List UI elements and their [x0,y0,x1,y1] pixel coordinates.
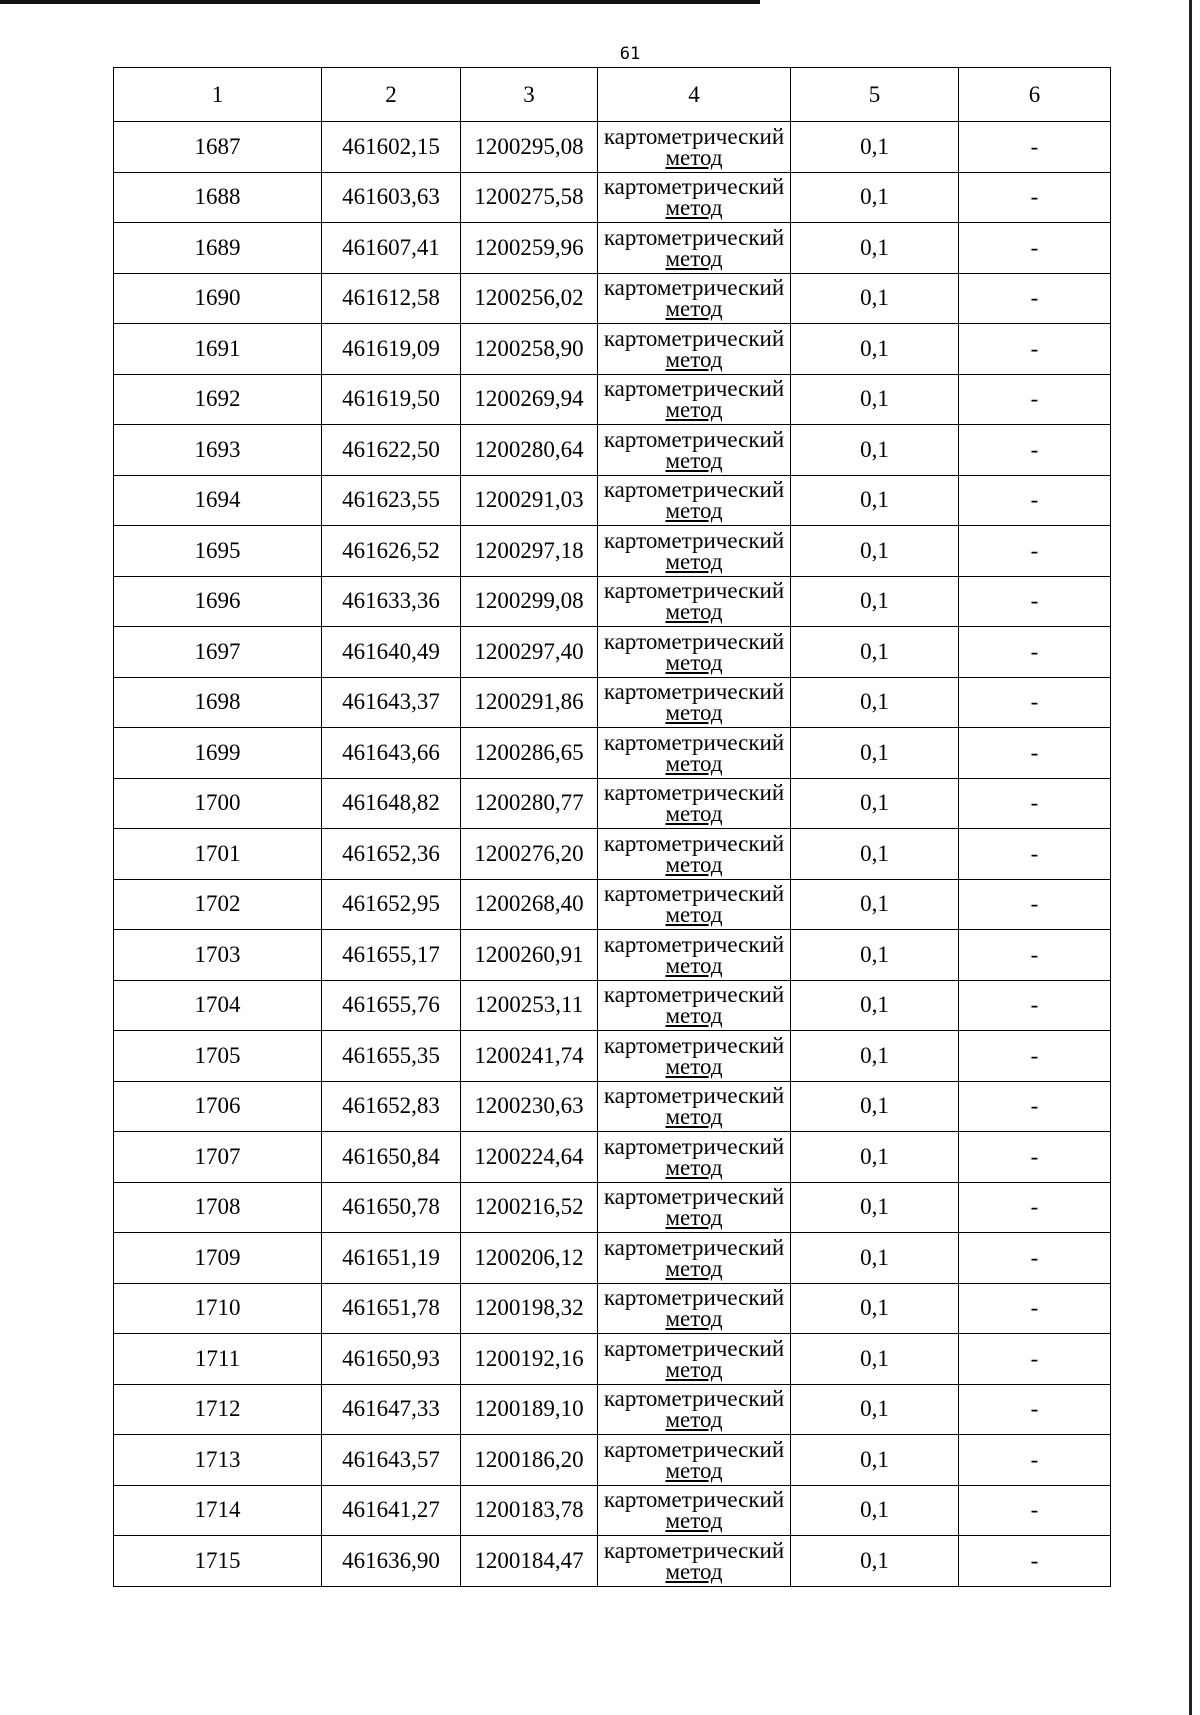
accuracy-cell: 0,1 [791,1283,959,1334]
accuracy-cell: 0,1 [791,1182,959,1233]
method-line-1: картометрический [603,729,785,755]
y-coordinate-cell: 1200291,86 [461,677,598,728]
method-line-2: метод [665,1053,723,1079]
accuracy-cell: 0,1 [791,930,959,981]
method-line-1: картометрический [603,982,785,1008]
method-line-1: картометрический [603,1032,785,1058]
column-header: 6 [959,68,1111,122]
point-number-cell: 1694 [114,475,322,526]
method-line-2: метод [665,1356,723,1382]
accuracy-cell: 0,1 [791,526,959,577]
point-number-cell: 1693 [114,425,322,476]
point-number-cell: 1712 [114,1384,322,1435]
x-coordinate-cell: 461650,93 [322,1334,461,1385]
method-cell [598,1334,791,1385]
table-row [114,576,1111,627]
note-cell: - [959,475,1111,526]
point-number-cell: 1703 [114,930,322,981]
method-line-1: картометрический [603,477,785,503]
method-cell [598,1182,791,1233]
point-number-cell: 1715 [114,1536,322,1587]
note-cell: - [959,374,1111,425]
accuracy-cell: 0,1 [791,324,959,375]
y-coordinate-cell: 1200276,20 [461,829,598,880]
table-row [114,324,1111,375]
table-row [114,1233,1111,1284]
point-number-cell: 1707 [114,1132,322,1183]
table-row [114,172,1111,223]
y-coordinate-cell: 1200256,02 [461,273,598,324]
method-line-2: метод [665,548,723,574]
point-number-cell: 1692 [114,374,322,425]
note-cell: - [959,223,1111,274]
note-cell: - [959,1334,1111,1385]
note-cell: - [959,324,1111,375]
method-line-2: метод [665,649,723,675]
table-row [114,1283,1111,1334]
accuracy-cell: 0,1 [791,677,959,728]
coordinates-table [113,67,1111,1587]
x-coordinate-cell: 461643,66 [322,728,461,779]
method-line-1: картометрический [603,376,785,402]
column-header: 1 [114,68,322,122]
accuracy-cell: 0,1 [791,1334,959,1385]
accuracy-cell: 0,1 [791,425,959,476]
point-number-cell: 1706 [114,1081,322,1132]
y-coordinate-cell: 1200189,10 [461,1384,598,1435]
top-border-rule [0,0,760,4]
method-line-2: метод [665,245,723,271]
y-coordinate-cell: 1200183,78 [461,1485,598,1536]
table-header-row [114,68,1111,122]
y-coordinate-cell: 1200269,94 [461,374,598,425]
point-number-cell: 1698 [114,677,322,728]
note-cell: - [959,576,1111,627]
x-coordinate-cell: 461647,33 [322,1384,461,1435]
method-line-2: метод [665,1205,723,1231]
note-cell: - [959,1081,1111,1132]
x-coordinate-cell: 461602,15 [322,122,461,173]
method-line-2: метод [665,397,723,423]
note-cell: - [959,1384,1111,1435]
accuracy-cell: 0,1 [791,829,959,880]
note-cell: - [959,1435,1111,1486]
table-row [114,778,1111,829]
method-line-1: картометрический [603,123,785,149]
method-cell [598,829,791,880]
method-line-2: метод [665,498,723,524]
point-number-cell: 1696 [114,576,322,627]
table-row [114,930,1111,981]
method-cell [598,879,791,930]
x-coordinate-cell: 461640,49 [322,627,461,678]
method-line-1: картометрический [603,1436,785,1462]
method-line-2: метод [665,700,723,726]
x-coordinate-cell: 461652,36 [322,829,461,880]
x-coordinate-cell: 461655,76 [322,980,461,1031]
y-coordinate-cell: 1200184,47 [461,1536,598,1587]
method-line-1: картометрический [603,679,785,705]
y-coordinate-cell: 1200260,91 [461,930,598,981]
y-coordinate-cell: 1200198,32 [461,1283,598,1334]
accuracy-cell: 0,1 [791,273,959,324]
method-line-1: картометрический [603,931,785,957]
point-number-cell: 1697 [114,627,322,678]
note-cell: - [959,778,1111,829]
accuracy-cell: 0,1 [791,879,959,930]
method-line-2: метод [665,447,723,473]
method-cell [598,1384,791,1435]
column-header: 5 [791,68,959,122]
x-coordinate-cell: 461650,78 [322,1182,461,1233]
method-line-1: картометрический [603,1487,785,1513]
x-coordinate-cell: 461619,50 [322,374,461,425]
method-line-2: метод [665,346,723,372]
x-coordinate-cell: 461623,55 [322,475,461,526]
note-cell: - [959,1182,1111,1233]
column-header: 4 [598,68,791,122]
x-coordinate-cell: 461619,09 [322,324,461,375]
accuracy-cell: 0,1 [791,980,959,1031]
method-cell [598,930,791,981]
method-line-1: картометрический [603,1234,785,1260]
note-cell: - [959,526,1111,577]
method-line-2: метод [665,1255,723,1281]
table-row [114,1536,1111,1587]
x-coordinate-cell: 461641,27 [322,1485,461,1536]
y-coordinate-cell: 1200216,52 [461,1182,598,1233]
method-cell [598,122,791,173]
table-row [114,1031,1111,1082]
table-row [114,526,1111,577]
y-coordinate-cell: 1200275,58 [461,172,598,223]
method-cell [598,425,791,476]
method-cell [598,1283,791,1334]
y-coordinate-cell: 1200291,03 [461,475,598,526]
method-cell [598,576,791,627]
x-coordinate-cell: 461636,90 [322,1536,461,1587]
table-row [114,728,1111,779]
method-line-2: метод [665,1154,723,1180]
method-cell [598,1081,791,1132]
accuracy-cell: 0,1 [791,576,959,627]
x-coordinate-cell: 461622,50 [322,425,461,476]
method-line-1: картометрический [603,224,785,250]
method-cell [598,374,791,425]
y-coordinate-cell: 1200299,08 [461,576,598,627]
note-cell: - [959,1031,1111,1082]
note-cell: - [959,172,1111,223]
accuracy-cell: 0,1 [791,1536,959,1587]
x-coordinate-cell: 461626,52 [322,526,461,577]
x-coordinate-cell: 461648,82 [322,778,461,829]
table-row [114,627,1111,678]
table-row [114,122,1111,173]
accuracy-cell: 0,1 [791,778,959,829]
method-line-1: картометрический [603,1285,785,1311]
table-row [114,677,1111,728]
note-cell: - [959,425,1111,476]
method-line-2: метод [665,1558,723,1584]
y-coordinate-cell: 1200280,77 [461,778,598,829]
point-number-cell: 1714 [114,1485,322,1536]
point-number-cell: 1688 [114,172,322,223]
point-number-cell: 1695 [114,526,322,577]
method-line-1: картометрический [603,1133,785,1159]
method-cell [598,475,791,526]
point-number-cell: 1689 [114,223,322,274]
x-coordinate-cell: 461607,41 [322,223,461,274]
point-number-cell: 1699 [114,728,322,779]
note-cell: - [959,930,1111,981]
y-coordinate-cell: 1200297,40 [461,627,598,678]
method-line-2: метод [665,952,723,978]
method-line-2: метод [665,296,723,322]
method-line-1: картометрический [603,527,785,553]
accuracy-cell: 0,1 [791,1132,959,1183]
y-coordinate-cell: 1200268,40 [461,879,598,930]
method-line-1: картометрический [603,426,785,452]
accuracy-cell: 0,1 [791,223,959,274]
y-coordinate-cell: 1200224,64 [461,1132,598,1183]
point-number-cell: 1702 [114,879,322,930]
note-cell: - [959,879,1111,930]
accuracy-cell: 0,1 [791,1485,959,1536]
accuracy-cell: 0,1 [791,728,959,779]
accuracy-cell: 0,1 [791,1081,959,1132]
method-line-2: метод [665,801,723,827]
note-cell: - [959,1283,1111,1334]
point-number-cell: 1690 [114,273,322,324]
point-number-cell: 1704 [114,980,322,1031]
note-cell: - [959,1485,1111,1536]
table-row [114,1081,1111,1132]
y-coordinate-cell: 1200258,90 [461,324,598,375]
accuracy-cell: 0,1 [791,1435,959,1486]
method-line-1: картометрический [603,578,785,604]
method-cell [598,677,791,728]
note-cell: - [959,728,1111,779]
x-coordinate-cell: 461655,35 [322,1031,461,1082]
y-coordinate-cell: 1200286,65 [461,728,598,779]
note-cell: - [959,677,1111,728]
method-cell [598,980,791,1031]
accuracy-cell: 0,1 [791,122,959,173]
y-coordinate-cell: 1200295,08 [461,122,598,173]
y-coordinate-cell: 1200280,64 [461,425,598,476]
method-line-2: метод [665,1104,723,1130]
x-coordinate-cell: 461643,57 [322,1435,461,1486]
method-cell [598,1536,791,1587]
method-line-1: картометрический [603,1335,785,1361]
note-cell: - [959,273,1111,324]
table-row [114,223,1111,274]
point-number-cell: 1708 [114,1182,322,1233]
method-cell [598,1435,791,1486]
table-row [114,1485,1111,1536]
point-number-cell: 1709 [114,1233,322,1284]
page-number: 61 [619,44,641,64]
y-coordinate-cell: 1200230,63 [461,1081,598,1132]
method-cell [598,1132,791,1183]
method-line-1: картометрический [603,1083,785,1109]
table-row [114,475,1111,526]
note-cell: - [959,1536,1111,1587]
table-row [114,879,1111,930]
table-row [114,1334,1111,1385]
method-line-2: метод [665,1457,723,1483]
method-cell [598,627,791,678]
x-coordinate-cell: 461652,95 [322,879,461,930]
table-row [114,425,1111,476]
table-row [114,374,1111,425]
x-coordinate-cell: 461652,83 [322,1081,461,1132]
note-cell: - [959,627,1111,678]
method-line-1: картометрический [603,780,785,806]
point-number-cell: 1713 [114,1435,322,1486]
y-coordinate-cell: 1200206,12 [461,1233,598,1284]
table-row [114,829,1111,880]
point-number-cell: 1705 [114,1031,322,1082]
column-header: 2 [322,68,461,122]
method-cell [598,778,791,829]
method-line-1: картометрический [603,1537,785,1563]
y-coordinate-cell: 1200186,20 [461,1435,598,1486]
table-row [114,273,1111,324]
method-line-1: картометрический [603,174,785,200]
note-cell: - [959,980,1111,1031]
column-header: 3 [461,68,598,122]
accuracy-cell: 0,1 [791,475,959,526]
note-cell: - [959,1132,1111,1183]
x-coordinate-cell: 461651,19 [322,1233,461,1284]
method-cell [598,526,791,577]
method-line-2: метод [665,1508,723,1534]
method-line-2: метод [665,1306,723,1332]
accuracy-cell: 0,1 [791,1384,959,1435]
method-line-1: картометрический [603,830,785,856]
y-coordinate-cell: 1200297,18 [461,526,598,577]
method-cell [598,172,791,223]
point-number-cell: 1691 [114,324,322,375]
y-coordinate-cell: 1200259,96 [461,223,598,274]
method-line-2: метод [665,1407,723,1433]
accuracy-cell: 0,1 [791,1233,959,1284]
method-line-1: картометрический [603,325,785,351]
method-cell [598,223,791,274]
table-row [114,1435,1111,1486]
method-line-1: картометрический [603,628,785,654]
x-coordinate-cell: 461612,58 [322,273,461,324]
table-row [114,1132,1111,1183]
point-number-cell: 1710 [114,1283,322,1334]
accuracy-cell: 0,1 [791,627,959,678]
method-line-2: метод [665,195,723,221]
point-number-cell: 1700 [114,778,322,829]
accuracy-cell: 0,1 [791,172,959,223]
accuracy-cell: 0,1 [791,1031,959,1082]
y-coordinate-cell: 1200253,11 [461,980,598,1031]
method-cell [598,1233,791,1284]
method-line-2: метод [665,750,723,776]
x-coordinate-cell: 461643,37 [322,677,461,728]
table-row [114,1384,1111,1435]
x-coordinate-cell: 461651,78 [322,1283,461,1334]
method-cell [598,1031,791,1082]
method-line-1: картометрический [603,275,785,301]
note-cell: - [959,1233,1111,1284]
method-cell [598,324,791,375]
method-cell [598,273,791,324]
point-number-cell: 1711 [114,1334,322,1385]
method-line-2: метод [665,144,723,170]
y-coordinate-cell: 1200241,74 [461,1031,598,1082]
table-row [114,980,1111,1031]
method-line-2: метод [665,1003,723,1029]
method-cell [598,728,791,779]
x-coordinate-cell: 461603,63 [322,172,461,223]
note-cell: - [959,829,1111,880]
method-line-2: метод [665,851,723,877]
accuracy-cell: 0,1 [791,374,959,425]
method-line-2: метод [665,599,723,625]
x-coordinate-cell: 461650,84 [322,1132,461,1183]
x-coordinate-cell: 461633,36 [322,576,461,627]
right-border-rule [1189,0,1192,1715]
table-row [114,1182,1111,1233]
y-coordinate-cell: 1200192,16 [461,1334,598,1385]
table-body [114,68,1111,1587]
point-number-cell: 1701 [114,829,322,880]
note-cell: - [959,122,1111,173]
method-cell [598,1485,791,1536]
point-number-cell: 1687 [114,122,322,173]
method-line-1: картометрический [603,881,785,907]
method-line-1: картометрический [603,1386,785,1412]
method-line-2: метод [665,902,723,928]
x-coordinate-cell: 461655,17 [322,930,461,981]
method-line-1: картометрический [603,1184,785,1210]
